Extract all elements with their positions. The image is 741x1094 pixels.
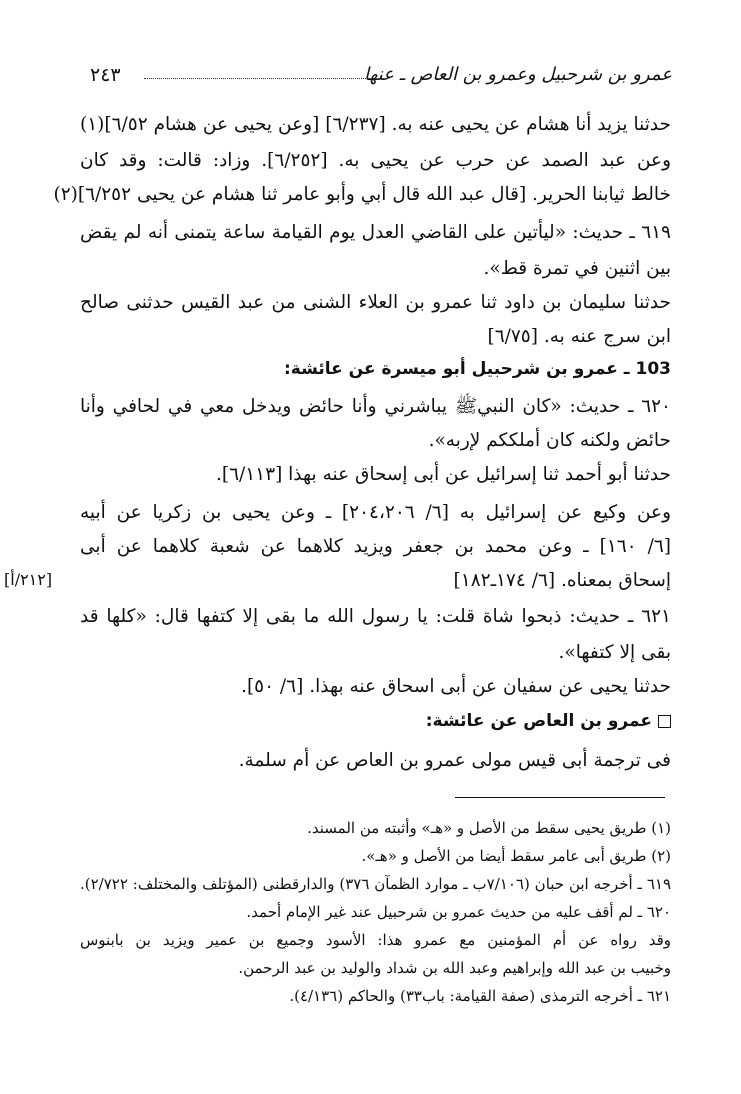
text-line: وعن عبد الصمد عن حرب عن يحيى به. [٦/٢٥٢]. وزاد: قالت: وقد كان xyxy=(80,150,671,171)
footnote-1: (١) طريق يحيى سقط من الأصل و «هـ» وأثبته من المسند. xyxy=(307,819,671,837)
text-line: بين اثنين في تمرة قط». xyxy=(483,258,671,279)
hadith-619: ٦١٩ ـ حديث: «ليأتين على القاضي العدل يوم القيامة ساعة يتمنى أنه لم يقض xyxy=(80,222,671,243)
heading-text: عمرو بن العاص عن عائشة: xyxy=(425,711,652,731)
text-line: حدثنا سليمان بن داود ثنا عمرو بن العلاء الشنى من عبد القيس حدثنى صالح xyxy=(80,292,671,313)
text-line: فى ترجمة أبى قيس مولى عمرو بن العاص عن أم سلمة. xyxy=(238,750,671,771)
hadith-621: ٦٢١ ـ حديث: ذبحوا شاة قلت: يا رسول الله ما بقى إلا كتفها قال: «كلها قد xyxy=(80,606,671,627)
margin-folio-note: [٢١٢/أ] xyxy=(4,570,53,589)
text-line: بقى إلا كتفها». xyxy=(558,642,671,663)
section-heading-amr-ibn-al-as xyxy=(426,706,671,736)
footnote-separator xyxy=(455,797,665,798)
footnote-620: ٦٢٠ ـ لم أقف عليه من حديث عمرو بن شرحبيل عند غير الإمام أحمد. xyxy=(246,903,671,921)
footnote-2: (٢) طريق أبى عامر سقط أيضا من الأصل و «هـ». xyxy=(361,847,671,865)
section-heading-103: 103 ـ عمرو بن شرحبيل أبو ميسرة عن عائشة: xyxy=(283,359,671,379)
text-line: حدثنا يزيد أنا هشام عن يحيى عنه به. [٦/٢٣٧] [وعن يحيى عن هشام ٦/٥٢](١) xyxy=(80,114,671,135)
text-line: حدثنا يحيى عن سفيان عن أبى اسحاق عنه بهذا. [٦/ ٥٠]. xyxy=(241,676,671,697)
header-title: عمرو بن شرحبيل وعمرو بن العاص ـ عنها xyxy=(364,64,672,85)
text-line: حدثنا أبو أحمد ثنا إسرائيل عن أبى إسحاق عنه بهذا [٦/١١٣]. xyxy=(215,464,671,485)
page-number: ٢٤٣ xyxy=(90,64,121,86)
text-line: ابن سرج عنه به. [٦/٧٥] xyxy=(487,326,671,347)
footnote-line: وخبيب بن عبد الله وإبراهيم وعبد الله بن شداد والوليد بن عبد الرحمن. xyxy=(238,959,671,977)
footnote-line: وقد رواه عن أم المؤمنين مع عمرو هذا: الأسود وجميع بن عمير ويزيد بن بابنوس xyxy=(80,931,671,949)
hadith-620: ٦٢٠ ـ حديث: «كان النبيﷺ يباشرني وأنا حائض ويدخل معي في لحافي وأنا xyxy=(80,396,671,417)
footnote-621: ٦٢١ ـ أخرجه الترمذى (صفة القيامة: باب٣٣) والحاكم (٤/١٣٦). xyxy=(289,987,671,1005)
text-line: حائض ولكنه كان أملككم لإربه». xyxy=(428,430,671,451)
text-line: وعن وكيع عن إسرائيل به [٦/ ٢٠٤،٢٠٦] ـ وعن يحيى بن زكريا عن أبيه xyxy=(80,502,672,523)
header-rule xyxy=(144,78,372,79)
text-line: خالط ثيابنا الحرير. [قال عبد الله قال أبي وأبو عامر ثنا هشام عن يحيى ٦/٢٥٢](٢) xyxy=(53,184,671,205)
square-bullet-icon xyxy=(658,715,671,728)
running-header xyxy=(80,64,672,90)
footnote-619: ٦١٩ ـ أخرجه ابن حبان (٧/١٠٦ب ـ موارد الظمآن ٣٧٦) والدارقطنى (المؤتلف والمختلف: ٢/٧٢٢). xyxy=(80,875,672,893)
text-line: [٦/ ١٦٠] ـ وعن محمد بن جعفر ويزيد كلاهما عن شعبة كلاهما عن أبى xyxy=(80,536,671,557)
text-line: إسحاق بمعناه. [٦/ ١٧٤ـ١٨٢] xyxy=(453,570,671,591)
